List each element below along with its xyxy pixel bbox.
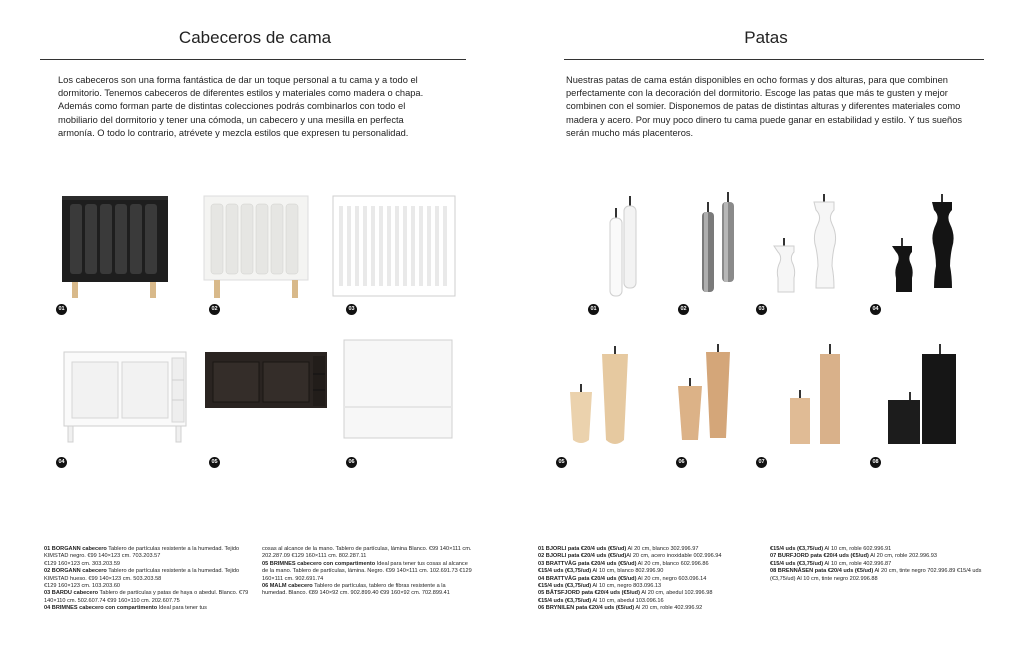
badge-06: 06 (346, 457, 357, 468)
headboard-borgann-white (204, 196, 312, 304)
specs-column-1 (538, 546, 768, 613)
badge-07: 07 (756, 457, 767, 468)
spec-item: €15/4 uds (€3,75/ud) Al 10 cm, roble 402.996.87 (770, 560, 892, 567)
leg-bjorli-steel (692, 192, 742, 296)
badge-01: 01 (56, 304, 67, 315)
leg-burfjord-oak (778, 344, 858, 448)
leg-brattvag-black (886, 194, 960, 298)
spec-item: €15/4 uds (€3,75/ud) Al 10 cm, blanco 802.996.90 (538, 568, 664, 575)
spec-item: €129 160×123 cm. 103.203.60 (44, 583, 121, 590)
specs-column-1 (44, 546, 256, 613)
spec-item: 05 BÅTSFJORD pata €20/4 uds (€5/ud) Al 20 cm, abedul 102.996.98 (538, 590, 713, 597)
badge-05: 05 (556, 457, 567, 468)
spec-item: 03 BARDU cabecero Tablero de partículas y patas de haya o abedul. Blanco. €79 140×110 cm. 502.607.74 €99 160×110 cm. 202.607.75 (44, 590, 249, 604)
spec-item: 02 BORGANN cabecero Tablero de partículas resistente a la humedad. Tejido KIMSTAD hueso. €99 140×123 cm. 503.203.58 (44, 568, 240, 582)
leg-brennasen-black (884, 344, 974, 448)
leg-brattvag-white (768, 194, 842, 298)
headboard-borgann-black (62, 194, 172, 304)
badge-01: 01 (588, 304, 599, 315)
headboard-malm-white (344, 340, 456, 442)
spec-item: 04 BRATTVÅG pata €20/4 uds (€5/ud) Al 20 cm, negro 603.096.14 (538, 575, 707, 582)
spec-item: 01 BJORLI pata €20/4 uds (€5/ud) Al 20 cm, blanco 302.996.97 (538, 546, 699, 552)
spec-item: 02 BJORLI pata €20/4 uds (€5/ud)Al 20 cm, acero inoxidable 002.996.94 (538, 553, 722, 560)
spec-item: 06 BRYNILEN pata €20/4 uds (€5/ud) Al 20 cm, roble 402.996.92 (538, 605, 703, 612)
headboard-brimnes-black (205, 352, 329, 412)
spec-item: 06 MALM cabecero Tablero de partículas, tablero de fibras resistente a la humedad. Blanco. €89 140×92 cm. 902.899.40 €99 160×92 cm. 702.899.41 (262, 583, 450, 597)
badge-04: 04 (56, 457, 67, 468)
specs-column-2 (262, 546, 472, 598)
badge-06: 06 (676, 457, 687, 468)
spec-item: €129 160×123 cm. 303.203.59 (44, 560, 121, 567)
badge-08: 08 (870, 457, 881, 468)
leg-batsfjord-birch (566, 346, 638, 450)
leg-brynilen-oak (666, 344, 738, 450)
leg-bjorli-white (604, 196, 644, 300)
page-title: Patas (744, 28, 788, 47)
spec-item: €15/4 uds (€3,75/ud) Al 10 cm, roble 602.996.91 (770, 546, 892, 552)
page-title: Cabeceros de cama (178, 28, 332, 47)
right-page (512, 0, 1024, 646)
spec-item: 08 BRENNÅSEN pata €20/4 uds (€5/ud) Al 20 cm, tinte negro 702.996.89 €15/4 uds (€3,75/ud) Al 10 cm, tinte negro 202.996.88 (770, 568, 982, 582)
headboard-bardu-white (333, 196, 459, 298)
headboard-brimnes-white (64, 352, 188, 444)
title-rule (40, 59, 466, 60)
badge-04: 04 (870, 304, 881, 315)
spec-item: cosas al alcance de la mano. Tablero de partículas, lámina Blanco. €99 140×111 cm. 202.287.09 €129 160×111 cm. 802.287.11 (262, 546, 472, 560)
intro-paragraph: Nuestras patas de cama están disponibles en ocho formas y dos alturas, para que combinen perfectamente con la decoración del dormitorio. Escoge las patas que más te gusten y mejor combinen con el somier. Disponemos de patas de distintas alturas y diferentes materiales como madera y acero. Por muy poco dinero tu cama puede ganar en estabilidad y estilo. Y tus sueños serán mucho más placenteros. (566, 75, 963, 138)
intro-paragraph: Los cabeceros son una forma fantástica de dar un toque personal a tu cama y a todo el dormitorio. Tenemos cabeceros de diferentes estilos y materiales como madera o chapa. Además como forman parte de distintas colecciones podrás combinarlos con todo el mobiliario del dormitorio y tener una cómoda, un cabecero y una mesilla en perfecta armonía. O todo lo contrario, atrévete y mezcla estilos que expresen tu personalidad. (58, 75, 424, 138)
spec-item: 04 BRIMNES cabecero con compartimento Ideal para tener tus (44, 605, 207, 612)
spec-item: €15/4 uds (€3,75/ud) Al 10 cm, negro 803.096.13 (538, 583, 662, 590)
spec-item: 01 BORGANN cabecero Tablero de partículas resistente a la humedad. Tejido KIMSTAD negro. €99 140×123 cm. 703.203.57 (44, 546, 240, 560)
spec-item: €15/4 uds (€3,75/ud) Al 10 cm, abedul 103.096.16 (538, 597, 664, 604)
spec-item: 03 BRATTVÅG pata €20/4 uds (€5/ud) Al 20 cm, blanco 602.996.86 (538, 560, 709, 567)
badge-03: 03 (756, 304, 767, 315)
badge-03: 03 (346, 304, 357, 315)
spec-item: 07 BURFJORD pata €20/4 uds (€5/ud) Al 20 cm, roble 202.996.93 (770, 553, 937, 560)
title-rule (564, 59, 984, 60)
badge-02: 02 (678, 304, 689, 315)
spec-item: 05 BRIMNES cabecero con compartimento Ideal para tener tus cosas al alcance de la mano. Tablero de partículas, lámina. Negro. €99 140×111 cm. 102.691.73 €129 160×111 cm. 902.691.74 (262, 560, 472, 582)
badge-05: 05 (209, 457, 220, 468)
specs-column-2 (770, 546, 982, 583)
badge-02: 02 (209, 304, 220, 315)
